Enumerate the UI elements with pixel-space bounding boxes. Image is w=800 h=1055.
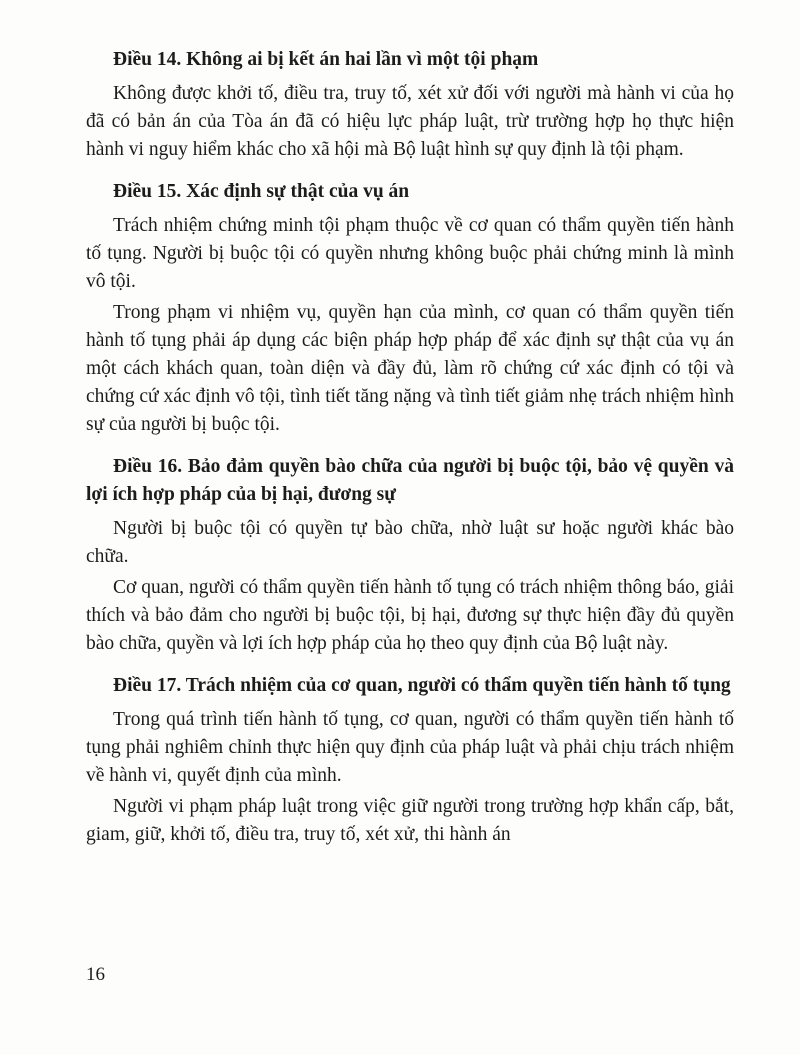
article-section-17	[86, 672, 734, 849]
article-section-14	[86, 46, 734, 164]
article-heading: Điều 15. Xác định sự thật của vụ án	[113, 181, 410, 202]
article-paragraph: Không được khởi tố, điều tra, truy tố, xét xử đối với người mà hành vi của họ đã có bản án của Tòa án đã có hiệu lực pháp luật, trừ trường hợp họ thực hiện hành vi nguy hiểm khác cho xã hội mà Bộ luật hình sự quy định là tội phạm.	[86, 83, 734, 160]
article-section-16	[86, 453, 734, 658]
article-paragraph: Cơ quan, người có thẩm quyền tiến hành tố tụng có trách nhiệm thông báo, giải thích và bảo đảm cho người bị buộc tội, bị hại, đương sự thực hiện đầy đủ quyền bào chữa, quyền và lợi ích hợp pháp của họ theo quy định của Bộ luật này.	[86, 577, 734, 654]
article-heading: Điều 17. Trách nhiệm của cơ quan, người có thẩm quyền tiến hành tố tụng	[113, 675, 731, 696]
article-paragraph: Trong phạm vi nhiệm vụ, quyền hạn của mình, cơ quan có thẩm quyền tiến hành tố tụng phải áp dụng các biện pháp hợp pháp để xác định sự thật của vụ án một cách khách quan, toàn diện và đầy đủ, làm rõ chứng cứ xác định có tội và chứng cứ xác định vô tội, tình tiết tăng nặng và tình tiết giảm nhẹ trách nhiệm hình sự của người bị buộc tội.	[86, 302, 734, 435]
article-paragraph: Người bị buộc tội có quyền tự bào chữa, nhờ luật sư hoặc người khác bào chữa.	[86, 518, 734, 567]
article-paragraph: Người vi phạm pháp luật trong việc giữ người trong trường hợp khẩn cấp, bắt, giam, giữ, khởi tố, điều tra, truy tố, xét xử, thi hành án	[86, 796, 734, 845]
page-content	[86, 46, 734, 863]
article-heading: Điều 14. Không ai bị kết án hai lần vì một tội phạm	[113, 49, 539, 70]
page-number: 16	[86, 964, 105, 985]
article-paragraph: Trong quá trình tiến hành tố tụng, cơ quan, người có thẩm quyền tiến hành tố tụng phải nghiêm chỉnh thực hiện quy định của pháp luật và phải chịu trách nhiệm về hành vi, quyết định của mình.	[86, 709, 734, 786]
article-paragraph: Trách nhiệm chứng minh tội phạm thuộc về cơ quan có thẩm quyền tiến hành tố tụng. Người bị buộc tội có quyền nhưng không buộc phải chứng minh là mình vô tội.	[86, 215, 734, 292]
article-heading: Điều 16. Bảo đảm quyền bào chữa của người bị buộc tội, bảo vệ quyền và lợi ích hợp pháp của bị hại, đương sự	[86, 456, 734, 505]
article-section-15	[86, 178, 734, 439]
